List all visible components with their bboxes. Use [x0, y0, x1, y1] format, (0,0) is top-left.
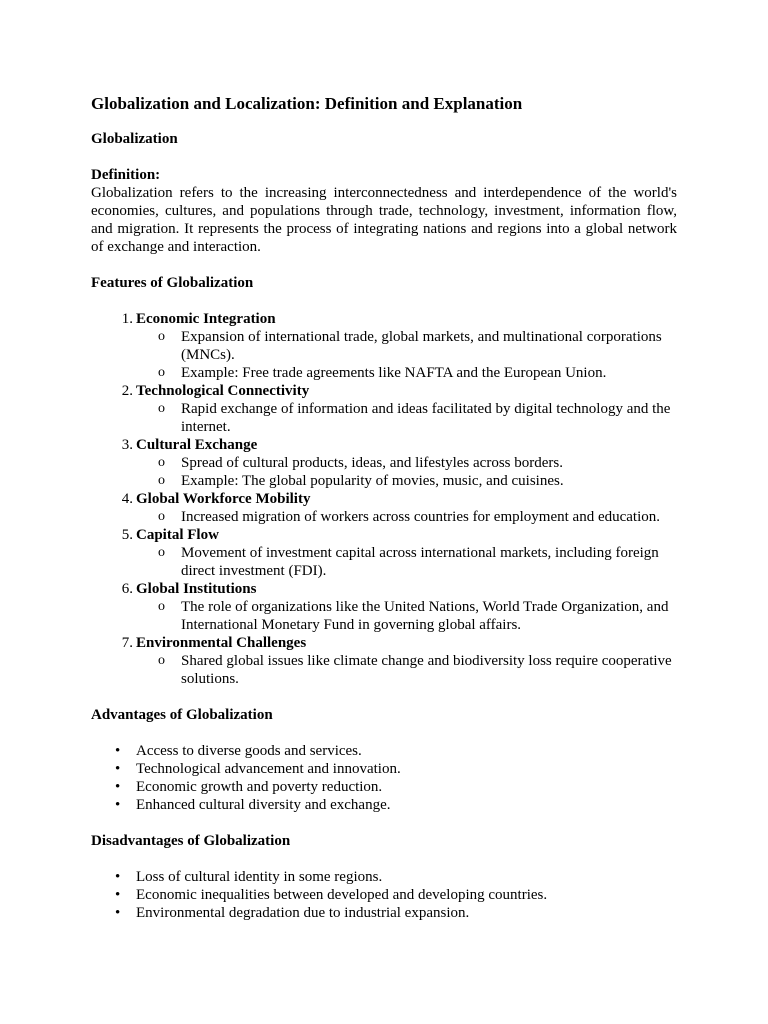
- feature-item: [91, 580, 677, 634]
- feature-number: 1.: [121, 311, 133, 327]
- definition-label: Definition:: [91, 167, 161, 183]
- feature-sub-list: [136, 598, 677, 634]
- feature-sub-list: [136, 508, 677, 526]
- bullet-icon: •: [115, 905, 121, 921]
- feature-title: Technological Connectivity: [136, 383, 310, 399]
- feature-sub-item: [136, 454, 677, 472]
- spacer: [91, 292, 677, 310]
- spacer: [91, 148, 677, 166]
- feature-sub-text: Shared global issues like climate change and biodiversity loss require cooperative solutions.: [181, 653, 672, 687]
- list-item: [91, 886, 677, 904]
- feature-sub-item: [136, 544, 677, 580]
- feature-sub-text: Spread of cultural products, ideas, and lifestyles across borders.: [181, 455, 563, 471]
- feature-number: 7.: [121, 635, 133, 651]
- list-item-text: Enhanced cultural diversity and exchange.: [136, 797, 391, 813]
- list-item: [91, 868, 677, 886]
- feature-sub-text: Movement of investment capital across international markets, including foreign direct investment (FDI).: [181, 545, 659, 579]
- feature-title: Environmental Challenges: [136, 635, 307, 651]
- list-item: [91, 778, 677, 796]
- list-item: [91, 760, 677, 778]
- spacer: [91, 688, 677, 706]
- feature-title: Global Workforce Mobility: [136, 491, 311, 507]
- disadvantages-list: [91, 868, 677, 922]
- circle-bullet-icon: o: [158, 509, 165, 524]
- circle-bullet-icon: o: [158, 401, 165, 416]
- list-item-text: Access to diverse goods and services.: [136, 743, 362, 759]
- circle-bullet-icon: o: [158, 365, 165, 380]
- list-item: [91, 796, 677, 814]
- feature-item: [91, 382, 677, 436]
- bullet-icon: •: [115, 887, 121, 903]
- list-item-text: Environmental degradation due to industrial expansion.: [136, 905, 470, 921]
- list-item-text: Economic growth and poverty reduction.: [136, 779, 383, 795]
- spacer: [91, 814, 677, 832]
- features-list: [91, 310, 677, 688]
- list-item: [91, 742, 677, 760]
- feature-sub-list: [136, 400, 677, 436]
- feature-sub-item: [136, 598, 677, 634]
- circle-bullet-icon: o: [158, 455, 165, 470]
- document-title: Globalization and Localization: Definition and Explanation: [91, 94, 523, 113]
- feature-sub-list: [136, 544, 677, 580]
- feature-item: [91, 310, 677, 382]
- feature-title: Capital Flow: [136, 527, 219, 543]
- circle-bullet-icon: o: [158, 545, 165, 560]
- bullet-icon: •: [115, 869, 121, 885]
- feature-number: 3.: [121, 437, 133, 453]
- feature-sub-text: Increased migration of workers across countries for employment and education.: [181, 509, 661, 525]
- spacer: [91, 724, 677, 742]
- disadvantages-heading: Disadvantages of Globalization: [91, 833, 291, 849]
- feature-sub-item: [136, 472, 677, 490]
- list-item-text: Technological advancement and innovation.: [136, 761, 401, 777]
- list-item-text: Loss of cultural identity in some regions.: [136, 869, 383, 885]
- bullet-icon: •: [115, 761, 121, 777]
- feature-sub-item: [136, 364, 677, 382]
- section-heading-globalization: Globalization: [91, 131, 178, 147]
- feature-title: Economic Integration: [136, 311, 276, 327]
- feature-title: Global Institutions: [136, 581, 257, 597]
- features-heading: Features of Globalization: [91, 275, 254, 291]
- feature-number: 5.: [121, 527, 133, 543]
- feature-sub-item: [136, 400, 677, 436]
- feature-sub-list: [136, 652, 677, 688]
- circle-bullet-icon: o: [158, 653, 165, 668]
- spacer: [91, 256, 677, 274]
- circle-bullet-icon: o: [158, 329, 165, 344]
- advantages-list: [91, 742, 677, 814]
- feature-sub-text: Rapid exchange of information and ideas facilitated by digital technology and the internet.: [181, 401, 671, 435]
- list-item-text: Economic inequalities between developed and developing countries.: [136, 887, 548, 903]
- list-item: [91, 904, 677, 922]
- definition-text: Globalization refers to the increasing interconnectedness and interdependence of the world's economies, cultures, and populations through trade, technology, investment, information flow, and migration. It represents the process of integrating nations and regions into a global network of exchange and interaction.: [91, 185, 677, 255]
- feature-sub-item: [136, 652, 677, 688]
- feature-number: 2.: [121, 383, 133, 399]
- bullet-icon: •: [115, 743, 121, 759]
- feature-item: [91, 634, 677, 688]
- bullet-icon: •: [115, 779, 121, 795]
- feature-sub-item: [136, 508, 677, 526]
- spacer: [91, 850, 677, 868]
- feature-number: 4.: [121, 491, 133, 507]
- feature-number: 6.: [121, 581, 133, 597]
- feature-sub-item: [136, 328, 677, 364]
- circle-bullet-icon: o: [158, 473, 165, 488]
- feature-item: [91, 490, 677, 526]
- bullet-icon: •: [115, 797, 121, 813]
- feature-sub-text: Example: Free trade agreements like NAFTA and the European Union.: [181, 365, 607, 381]
- feature-sub-list: [136, 328, 677, 382]
- feature-item: [91, 436, 677, 490]
- feature-sub-text: Example: The global popularity of movies, music, and cuisines.: [181, 473, 564, 489]
- feature-sub-text: The role of organizations like the United Nations, World Trade Organization, and International Monetary Fund in governing global affairs.: [181, 599, 669, 633]
- advantages-heading: Advantages of Globalization: [91, 707, 273, 723]
- feature-title: Cultural Exchange: [136, 437, 258, 453]
- document-page: [91, 93, 677, 922]
- feature-sub-list: [136, 454, 677, 490]
- circle-bullet-icon: o: [158, 599, 165, 614]
- feature-item: [91, 526, 677, 580]
- feature-sub-text: Expansion of international trade, global markets, and multinational corporations (MNCs).: [181, 329, 662, 363]
